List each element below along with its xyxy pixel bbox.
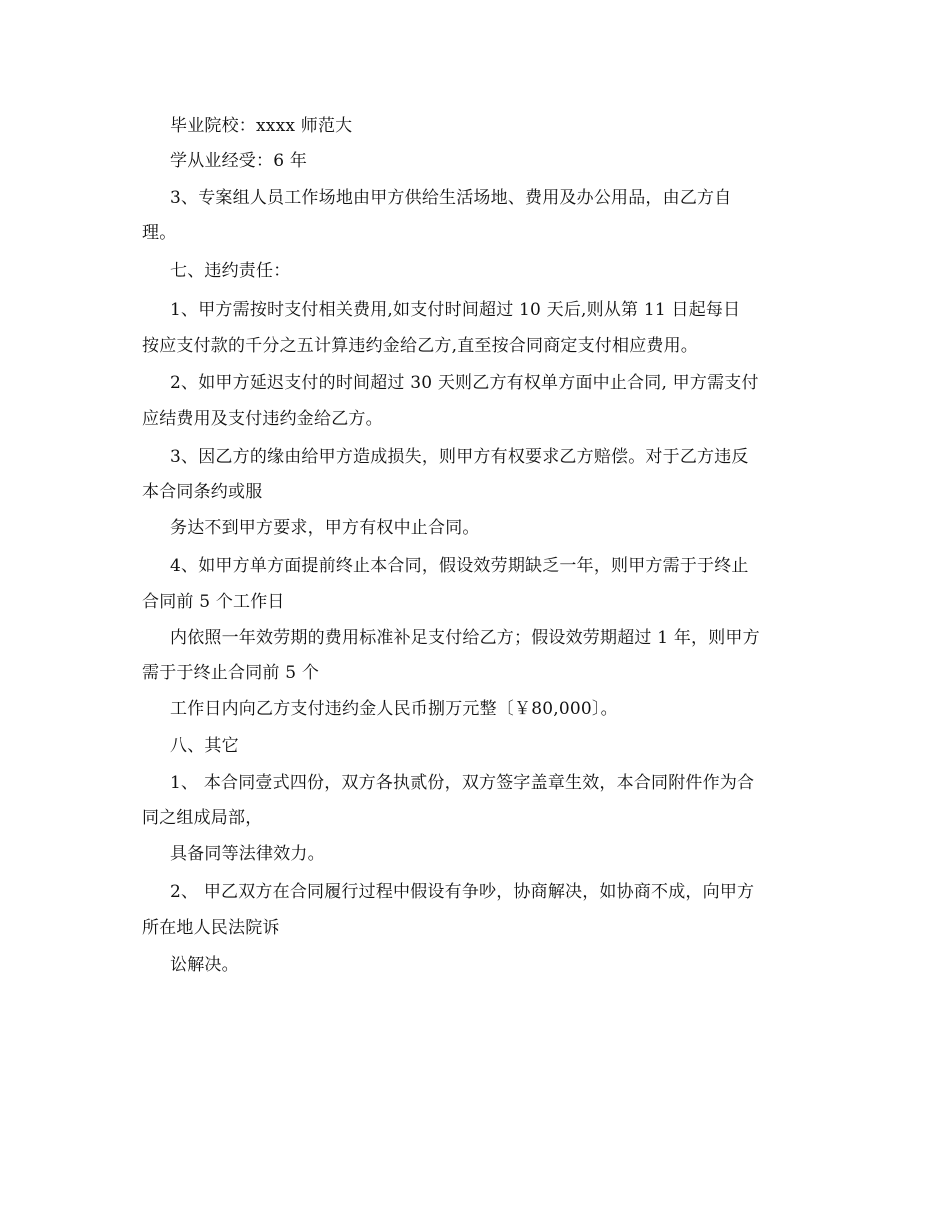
text-line-school: 毕业院校：xxxx 师范大 (170, 116, 353, 136)
text-line-breach-4-cont: 合同前 5 个工作日 (142, 592, 285, 612)
text-line-breach-1-cont: 按应支付款的千分之五计算违约金给乙方,直至按合同商定支付相应费用。 (142, 336, 699, 356)
text-line-breach-1: 1、甲方需按时支付相关费用,如支付时间超过 10 天后,则从第 11 日起每日 (170, 300, 741, 320)
text-line-breach-4-cont3: 需于于终止合同前 5 个 (142, 663, 320, 683)
text-line-other-2: 2、 甲乙双方在合同履行过程中假设有争吵，协商解决，如协商不成，向甲方 (170, 882, 755, 902)
text-line-other-2-cont: 所在地人民法院诉 (142, 918, 280, 938)
text-line-breach-4-cont4: 工作日内向乙方支付违约金人民币捌万元整〔￥80,000〕。 (170, 699, 618, 719)
text-line-experience: 学从业经受：6 年 (170, 151, 308, 171)
text-line-other-1: 1、 本合同壹式四份，双方各执贰份，双方签字盖章生效，本合同附件作为合 (170, 773, 755, 793)
text-line-breach-3-cont: 本合同条约或服 (142, 482, 263, 502)
text-line-breach-4-cont2: 内依照一年效劳期的费用标准补足支付给乙方；假设效劳期超过 1 年，则甲方 (170, 628, 760, 648)
text-line-breach-4: 4、如甲方单方面提前终止本合同，假设效劳期缺乏一年，则甲方需于于终止 (170, 556, 749, 576)
text-line-breach-2: 2、如甲方延迟支付的时间超过 30 天则乙方有权单方面中止合同, 甲方需支付 (170, 373, 759, 393)
text-line-other-1-cont: 同之组成局部， (142, 808, 263, 828)
section-heading-breach: 七、违约责任： (170, 261, 291, 281)
text-line-clause-3: 3、专案组人员工作场地由甲方供给生活场地、费用及办公用品，由乙方自 (170, 188, 732, 208)
text-line-clause-3-cont: 理。 (142, 223, 177, 243)
section-heading-other: 八、其它 (170, 736, 239, 756)
text-line-other-2-cont2: 讼解决。 (170, 955, 239, 975)
text-line-other-1-cont2: 具备同等法律效力。 (170, 844, 325, 864)
text-line-breach-2-cont: 应结费用及支付违约金给乙方。 (142, 409, 383, 429)
text-line-breach-3: 3、因乙方的缘由给甲方造成损失，则甲方有权要求乙方赔偿。对于乙方违反 (170, 447, 749, 467)
text-line-breach-3-cont2: 务达不到甲方要求，甲方有权中止合同。 (170, 518, 480, 538)
